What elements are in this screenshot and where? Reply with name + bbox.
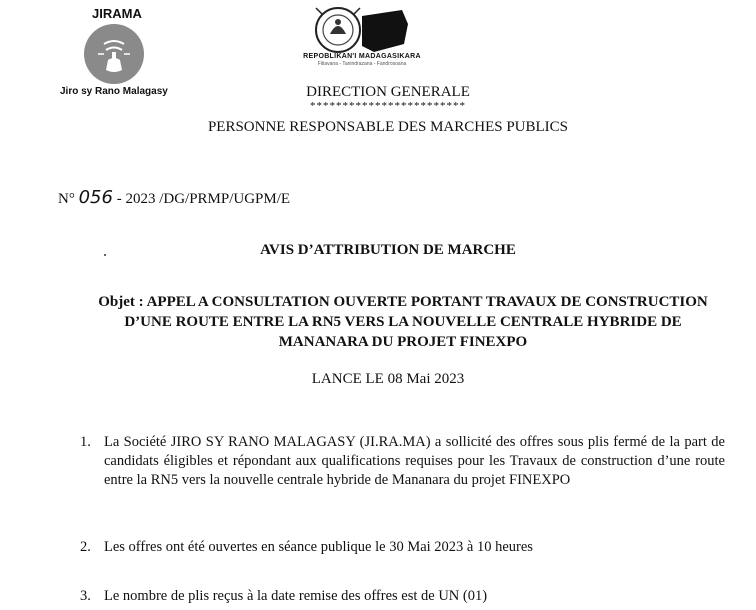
separator-stars: ************************ [310,100,466,112]
company-tagline: Jiro sy Rano Malagasy [60,86,168,97]
item-text: La Société JIRO SY RANO MALAGASY (JI.RA.MA) a sollicité des offres sous plis fermé de la part de candidats éligibles et répondant aux qualifications requises pour les Travaux de construction d’une route entre la RN5 vers la nouvelle centrale hybride de Mananara du projet FINEXPO [104,434,725,488]
item-number: 2. [80,539,91,555]
launch-date: LANCE LE 08 Mai 2023 [311,371,465,387]
notice-subject [78,292,728,352]
reference-handwritten-number: 056 [78,187,113,208]
subject-label: Objet : [98,294,144,310]
item-text: Le nombre de plis reçus à la date remise des offres est de UN (01) [104,588,488,604]
jirama-logo-icon [84,24,144,84]
item-number: 3. [80,588,91,604]
list-item [80,538,725,557]
subject-text: APPEL A CONSULTATION OUVERTE PORTANT TRAVAUX DE CONSTRUCTION D’UNE ROUTE ENTRE LA RN5 VERS LA NOUVELLE CENTRALE HYBRIDE DE MANANARA DU PROJET FINEXPO [124,294,708,350]
item-text: Les offres ont été ouvertes en séance publique le 30 Mai 2023 à 10 heures [104,539,533,555]
reference-number [58,187,290,208]
responsible-heading: PERSONNE RESPONSABLE DES MARCHES PUBLICS [207,119,569,135]
notice-title: AVIS D’ATTRIBUTION DE MARCHE [260,242,516,258]
republic-name: REPOBLIKAN'I MADAGASIKARA [303,53,421,60]
list-item [80,587,725,606]
company-name: JIRAMA [92,6,142,21]
reference-suffix: - 2023 /DG/PRMP/UGPM/E [116,191,291,207]
direction-heading: DIRECTION GENERALE [306,84,470,100]
list-item [80,433,725,490]
reference-prefix: N° [58,191,75,207]
item-number: 1. [80,434,91,450]
republic-motto: Fitiavana - Tanindrazana - Fandrosoana [317,61,407,67]
